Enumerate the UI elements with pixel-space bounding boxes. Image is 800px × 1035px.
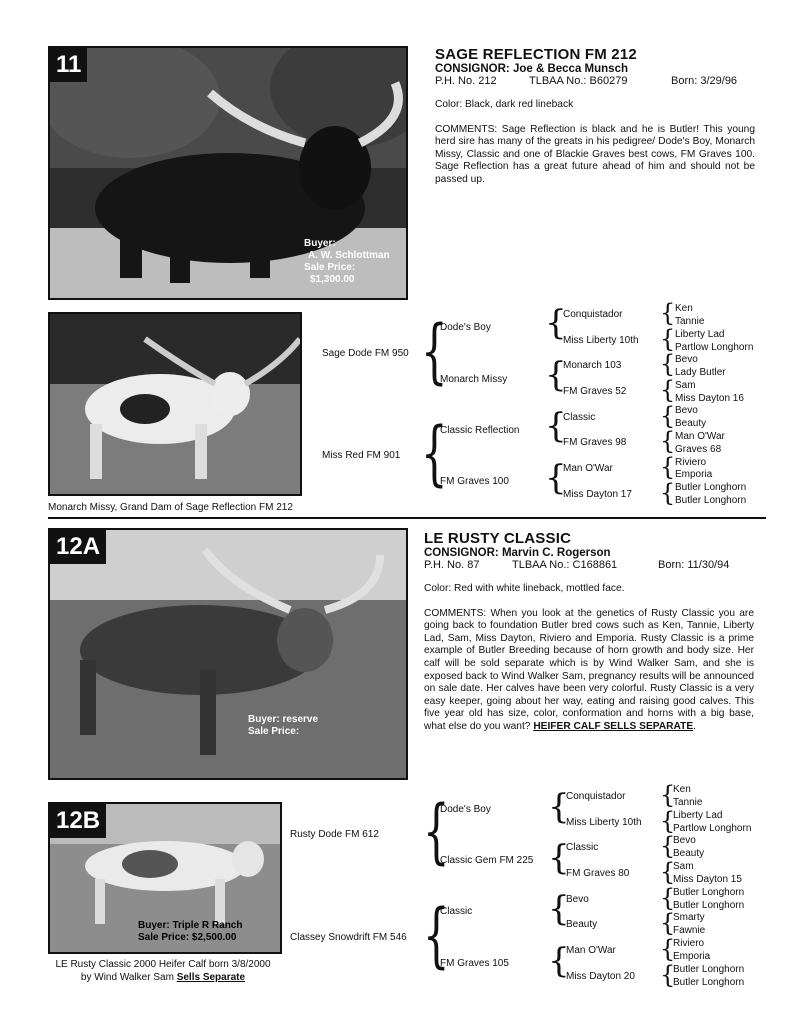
- calf-caption: [40, 958, 286, 984]
- ped-gggp: Sam: [673, 861, 694, 872]
- brace: {: [660, 781, 676, 809]
- brace: {: [660, 376, 676, 404]
- brace: {: [420, 310, 448, 392]
- ped-ggp: Man O'War: [566, 945, 616, 956]
- ped-sire: Rusty Dode FM 612: [290, 829, 379, 840]
- ped-gggp: Butler Longhorn: [675, 495, 747, 506]
- ped-ggp: Monarch 103: [563, 360, 622, 371]
- cow-photo-image: [50, 530, 406, 778]
- brace: {: [660, 807, 676, 835]
- ped-dam: Miss Red FM 901: [322, 450, 401, 461]
- brace: {: [660, 350, 676, 378]
- brace: {: [660, 961, 676, 989]
- tlbaa-number: TLBAA No.: B60279: [529, 75, 628, 87]
- buyer-caption: [248, 714, 318, 738]
- price-label: Sale Price:: [304, 262, 356, 273]
- tlbaa-number: TLBAA No.: C168861: [512, 559, 618, 571]
- brace: {: [660, 402, 676, 430]
- ped-gggp: Tannie: [673, 797, 703, 808]
- ped-gp: Dode's Boy: [440, 804, 491, 815]
- ped-dam: Classey Snowdrift FM 546: [290, 932, 407, 943]
- lot12a-details: [424, 530, 754, 734]
- color-text: Color: Black, dark red lineback: [435, 99, 574, 110]
- caption-line: LE Rusty Classic 2000 Heifer Calf born 3/8/2000: [55, 959, 271, 970]
- ped-gggp: Bevo: [673, 835, 696, 846]
- ped-gggp: Man O'War: [675, 431, 725, 442]
- brace: {: [660, 427, 676, 455]
- price-line: Sale Price: $2,500.00: [138, 932, 237, 943]
- brace: {: [422, 894, 450, 976]
- ped-gp: Classic: [440, 906, 473, 917]
- ped-ggp: Miss Liberty 10th: [566, 817, 642, 828]
- ped-gggp: Lady Butler: [675, 367, 726, 378]
- born-date: Born: 11/30/94: [658, 559, 730, 571]
- ped-ggp: Miss Dayton 17: [563, 489, 632, 500]
- color-text: Color: Red with white lineback, mottled face.: [424, 583, 625, 594]
- ped-gggp: Graves 68: [675, 444, 722, 455]
- ped-gggp: Liberty Lad: [675, 329, 725, 340]
- lot-title: LE RUSTY CLASSIC: [424, 530, 572, 547]
- brace: {: [422, 790, 450, 872]
- ped-gggp: Riviero: [673, 938, 705, 949]
- ped-gggp: Ken: [675, 303, 693, 314]
- ped-ggp: Classic: [563, 412, 596, 423]
- born-date: Born: 3/29/96: [671, 75, 738, 87]
- brace: {: [660, 909, 676, 937]
- registration-row: [435, 75, 755, 89]
- buyer-caption: [304, 238, 390, 286]
- ped-ggp: Beauty: [566, 919, 598, 930]
- brace: {: [660, 325, 676, 353]
- brace: {: [545, 355, 567, 395]
- ped-gggp: Fawnie: [673, 925, 706, 936]
- ped-gggp: Butler Longhorn: [673, 900, 745, 911]
- ped-gggp: Bevo: [675, 405, 698, 416]
- ped-ggp: Miss Liberty 10th: [563, 335, 639, 346]
- brace: {: [548, 787, 570, 827]
- comments-text: COMMENTS: Sage Reflection is black and he is Butler! This young herd sire has many of the greats in his pedigree/ Dode's Boy, Monarch Missy, Classic and one of Blackie Graves best cows, FM Graves 100. Sage Reflection has a great future ahead of him and should not be passed up.: [435, 123, 755, 185]
- ped-gggp: Bevo: [675, 354, 698, 365]
- brace: {: [548, 838, 570, 878]
- brace: {: [660, 832, 676, 860]
- cow-photo-image: [50, 314, 300, 494]
- sells-separate-note: Sells Separate: [176, 972, 246, 983]
- ped-gggp: Butler Longhorn: [673, 977, 745, 988]
- ped-gggp: Emporia: [675, 469, 713, 480]
- lot12a-photo: [48, 528, 408, 780]
- ped-gggp: Liberty Lad: [673, 810, 723, 821]
- comments-text: COMMENTS: When you look at the genetics of Rusty Classic you are going back to foundation Butler bred cows such as Ken, Tannie, Liberty Lad, Sam, Miss Dayton, Riviero and Emporia. Rusty Classic is a prime example of Butler Breeding because of horn growth and body size. Her calf will be sold separate which is by Wind Walker Sam, and she is exposed back to Wind Walker Sam, pregnancy results will be announced on sale date. Her calves have been very colorful. Rusty Classic is a very easy keeper, going about her way, eating and raising good calves. This five year old has size, color, conformation and horns with a big base, what else do you want?: [424, 607, 754, 732]
- ped-gggp: Smarty: [673, 912, 705, 923]
- ped-gggp: Miss Dayton 15: [673, 874, 742, 885]
- ped-gp: Dode's Boy: [440, 322, 491, 333]
- brace: {: [545, 458, 567, 498]
- ped-ggp: Bevo: [566, 894, 589, 905]
- ped-gggp: Riviero: [675, 457, 707, 468]
- brace: {: [545, 406, 567, 446]
- brace: {: [545, 303, 567, 343]
- section-divider: [48, 517, 766, 519]
- brace: {: [660, 884, 676, 912]
- ped-gp: FM Graves 100: [440, 476, 509, 487]
- lot11-photo: [48, 46, 408, 300]
- consignor: CONSIGNOR: Joe & Becca Munsch: [435, 63, 628, 75]
- comments-block: COMMENTS: When you look at the genetics of Rusty Classic you are going back to foundation Butler bred cows such as Ken, Tannie, Liberty Lad, Sam, Miss Dayton, Riviero and Emporia. Rusty Classic is a prime example of Butler Breeding because of horn growth and body size. Her calf will be sold separate which is by Wind Walker Sam, and she is exposed back to Wind Walker Sam, pregnancy results will be announced on sale date. Her calves have been very colorful. Rusty Classic is a very easy keeper, going about her way, eating and raising good calves. This five year old has size, color, conformation and horns with a big base, what else do you want? HEIFER CALF SELLS SEPARATE.: [424, 607, 754, 732]
- buyer-caption: [138, 920, 242, 944]
- ph-number: P.H. No. 87: [424, 559, 480, 571]
- sale-price: $1,300.00: [310, 274, 355, 285]
- ped-gggp: Butler Longhorn: [675, 482, 747, 493]
- registration-row: [424, 559, 754, 573]
- ped-gp: Classic Gem FM 225: [440, 855, 534, 866]
- lot-number: 11: [50, 48, 87, 82]
- brace: {: [548, 941, 570, 981]
- ped-gggp: Butler Longhorn: [673, 964, 745, 975]
- lot-title: SAGE REFLECTION FM 212: [435, 46, 637, 63]
- brace: {: [660, 935, 676, 963]
- ped-ggp: Miss Dayton 20: [566, 971, 635, 982]
- ped-gggp: Butler Longhorn: [673, 887, 745, 898]
- photo-caption: Monarch Missy, Grand Dam of Sage Reflection FM 212: [48, 502, 293, 513]
- buyer-label: Buyer:: [304, 238, 336, 249]
- ped-gp: Monarch Missy: [440, 374, 508, 385]
- ped-sire: Sage Dode FM 950: [322, 348, 409, 359]
- buyer-line: Buyer: Triple R Ranch: [138, 920, 243, 931]
- brace: {: [660, 858, 676, 886]
- ped-gp: Classic Reflection: [440, 425, 520, 436]
- brace: {: [548, 889, 570, 929]
- ped-gggp: Sam: [675, 380, 696, 391]
- ped-ggp: Classic: [566, 842, 599, 853]
- monarch-missy-photo: [48, 312, 302, 496]
- ph-number: P.H. No. 212: [435, 75, 497, 87]
- lot-number: 12B: [50, 804, 106, 838]
- ped-gggp: Miss Dayton 16: [675, 393, 744, 404]
- caption-line: [40, 971, 286, 984]
- lot-number: 12A: [50, 530, 106, 564]
- buyer-name: A. W. Schlottman: [308, 250, 390, 261]
- ped-ggp: FM Graves 80: [566, 868, 630, 879]
- brace: {: [660, 453, 676, 481]
- brace: {: [660, 479, 676, 507]
- buyer-line: Buyer: reserve: [248, 714, 319, 725]
- ped-ggp: Man O'War: [563, 463, 613, 474]
- ped-gp: FM Graves 105: [440, 958, 509, 969]
- ped-gggp: Ken: [673, 784, 691, 795]
- lot11-details: [435, 46, 755, 187]
- ped-gggp: Partlow Longhorn: [675, 342, 754, 353]
- brace: {: [420, 412, 448, 494]
- lot12b-photo: [48, 802, 282, 954]
- ped-gggp: Partlow Longhorn: [673, 823, 752, 834]
- ped-gggp: Beauty: [675, 418, 707, 429]
- ped-gggp: Emporia: [673, 951, 711, 962]
- ped-ggp: FM Graves 98: [563, 437, 627, 448]
- ped-gggp: Tannie: [675, 316, 705, 327]
- ped-ggp: FM Graves 52: [563, 386, 627, 397]
- price-line: Sale Price:: [248, 726, 300, 737]
- consignor: CONSIGNOR: Marvin C. Rogerson: [424, 547, 611, 559]
- heifer-calf-note: HEIFER CALF SELLS SEPARATE: [533, 720, 694, 732]
- brace: {: [660, 299, 676, 327]
- caption-text: by Wind Walker Sam: [80, 972, 174, 983]
- ped-ggp: Conquistador: [563, 309, 623, 320]
- ped-gggp: Beauty: [673, 848, 705, 859]
- ped-ggp: Conquistador: [566, 791, 626, 802]
